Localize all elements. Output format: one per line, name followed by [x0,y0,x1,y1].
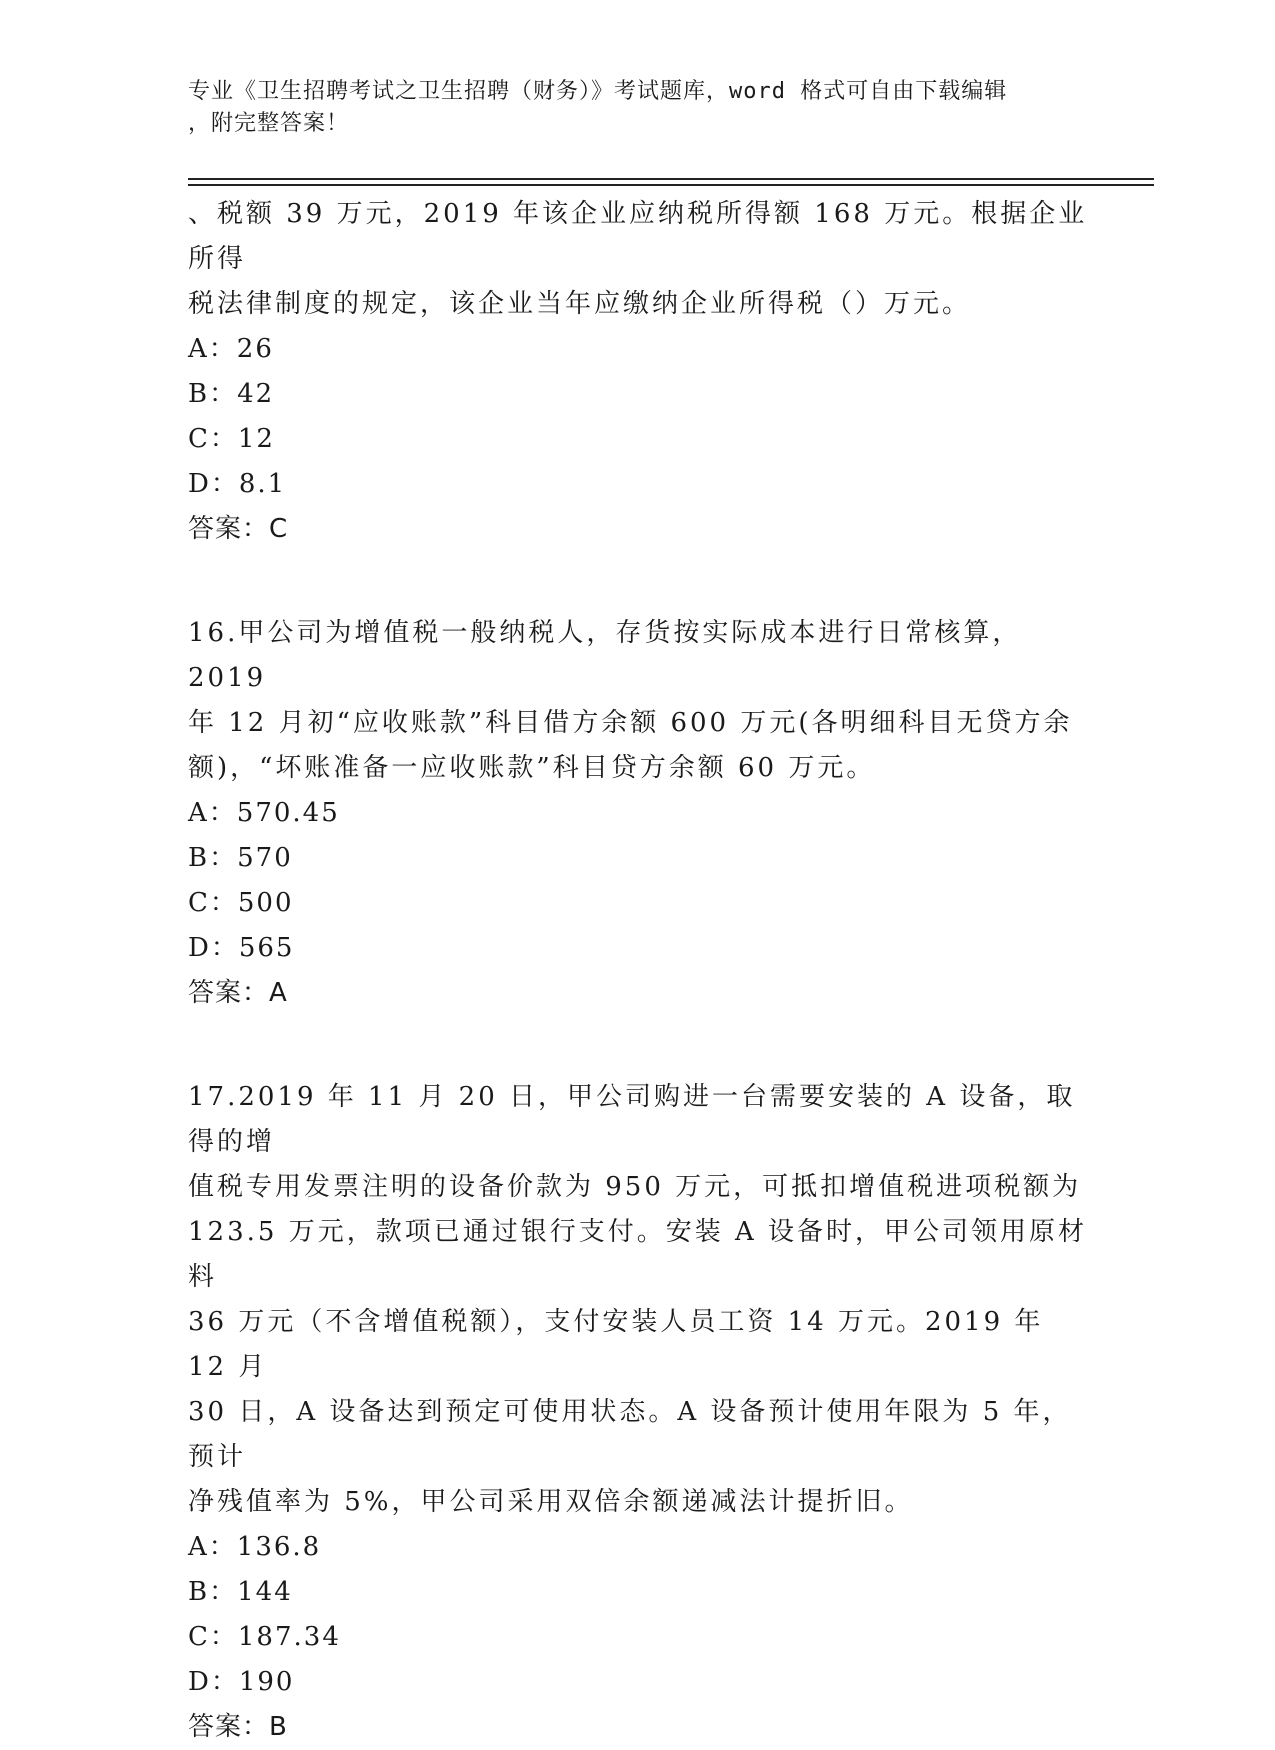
question-stem-line: 123.5 万元，款项已通过银行支付。安装 A 设备时，甲公司领用原材料 [188,1217,1088,1292]
spacer [188,552,1088,611]
question-block [188,611,1088,1016]
header-divider-bottom [188,184,1154,186]
question-list [188,192,1088,1750]
question-stem-line: 、税额 39 万元，2019 年该企业应纳税所得额 168 万元。根据企业所得 [188,199,1088,274]
option-a: A：136.8 [188,1532,322,1562]
question-block [188,1075,1088,1750]
option-a: A：570.45 [188,798,340,828]
option-b: B：144 [188,1577,293,1607]
option-b: B：42 [188,379,275,409]
option-c: C：12 [188,424,275,454]
option-a: A：26 [188,334,274,364]
question-block [188,192,1088,552]
question-stem-line: 值税专用发票注明的设备价款为 950 万元，可抵扣增值税进项税额为 [188,1172,1082,1202]
option-c: C：500 [188,888,294,918]
spacer [188,1016,1088,1075]
question-stem-line: 16.甲公司为增值税一般纳税人，存货按实际成本进行日常核算，2019 [188,618,1022,693]
question-stem-line: 30 日，A 设备达到预定可使用状态。A 设备预计使用年限为 5 年，预计 [188,1397,1072,1472]
question-stem-line: 17.2019 年 11 月 20 日，甲公司购进一台需要安装的 A 设备，取得的增 [188,1082,1076,1157]
header-line-1: 专业《卫生招聘考试之卫生招聘（财务）》考试题库，word 格式可自由下载编辑 [188,79,1008,104]
question-stem-line: 36 万元（不含增值税额），支付安装人员工资 14 万元。2019 年 12 月 [188,1307,1044,1382]
header-divider-top [188,178,1154,180]
question-stem-line: 额)，“坏账准备一应收账款”科目贷方余额 60 万元。 [188,753,876,783]
option-c: C：187.34 [188,1622,341,1652]
question-stem-line: 税法律制度的规定，该企业当年应缴纳企业所得税（）万元。 [188,289,972,319]
option-d: D：8.1 [188,469,287,499]
answer-line: 答案：B [188,1712,288,1742]
answer-line: 答案：C [188,514,289,544]
question-stem-line: 年 12 月初“应收账款”科目借方余额 600 万元(各明细科目无贷方余 [188,708,1073,738]
option-b: B：570 [188,843,293,873]
header-line-2: ，附完整答案！ [188,111,350,136]
option-d: D：190 [188,1667,295,1697]
option-d: D：565 [188,933,295,963]
answer-line: 答案：A [188,978,288,1008]
question-stem-line: 净残值率为 5%，甲公司采用双倍余额递减法计提折旧。 [188,1487,914,1517]
document-header [188,76,1068,140]
